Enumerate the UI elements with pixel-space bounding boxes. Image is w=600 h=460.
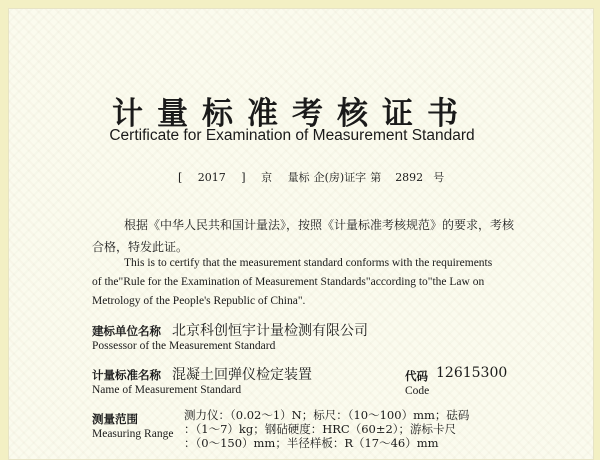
en-paragraph-line3: Metrology of the People's Republic of China". <box>92 295 306 307</box>
possessor-label-en: Possessor of the Measurement Standard <box>92 340 276 352</box>
range-line1: 测力仪：（0.02～1）N；标尺：（10～100）mm；砝码 <box>184 408 470 422</box>
certificate-number-line <box>178 169 456 185</box>
range-label-en: Measuring Range <box>92 428 174 440</box>
cert-type: 企(房) <box>313 171 345 184</box>
code-label-cn: 代码 <box>405 369 428 383</box>
en-paragraph-line1: This is to certify that the measurement standard conforms with the requirements <box>124 257 493 269</box>
title-english: Certificate for Examination of Measurement Standard <box>109 127 475 144</box>
code-value: 12615300 <box>436 365 508 381</box>
cert-prefix: 量标 <box>287 171 310 184</box>
cn-paragraph-line2: 合格，特发此证。 <box>92 240 189 254</box>
year-bracket-close: ] <box>241 171 246 184</box>
cert-year: 2017 <box>197 171 226 184</box>
title-chinese: 计量标准考核证书 <box>112 96 472 132</box>
cn-paragraph-line1: 根据《中华人民共和国计量法》，按照《计量标准考核规范》的要求，考核 <box>124 218 515 232</box>
range-label-cn: 测量范围 <box>92 412 138 426</box>
possessor-value: 北京科创恒宇计量检测有限公司 <box>172 323 368 339</box>
cert-word: 证字 <box>344 171 367 184</box>
year-bracket-open: [ <box>178 171 183 184</box>
range-line2: ：（1～7）kg；钢砧硬度：HRC（60±2）；游标卡尺 <box>184 422 457 436</box>
standard-name-label-cn: 计量标准名称 <box>92 368 161 382</box>
standard-name-label-en: Name of Measurement Standard <box>92 384 242 396</box>
possessor-label-cn: 建标单位名称 <box>92 324 161 338</box>
cert-hao: 号 <box>433 171 445 184</box>
cert-city: 京 <box>261 171 273 184</box>
cert-number-value: 2892 <box>395 171 424 184</box>
code-label-en: Code <box>405 385 430 397</box>
en-paragraph-line2: of the"Rule for the Examination of Measurement Standards"according to"the Law on <box>92 276 485 288</box>
range-line3: ：（0～150）mm；半径样板：R（17～46）mm <box>184 436 439 450</box>
standard-name-value: 混凝土回弹仪检定装置 <box>172 367 312 383</box>
cert-di: 第 <box>370 171 382 184</box>
